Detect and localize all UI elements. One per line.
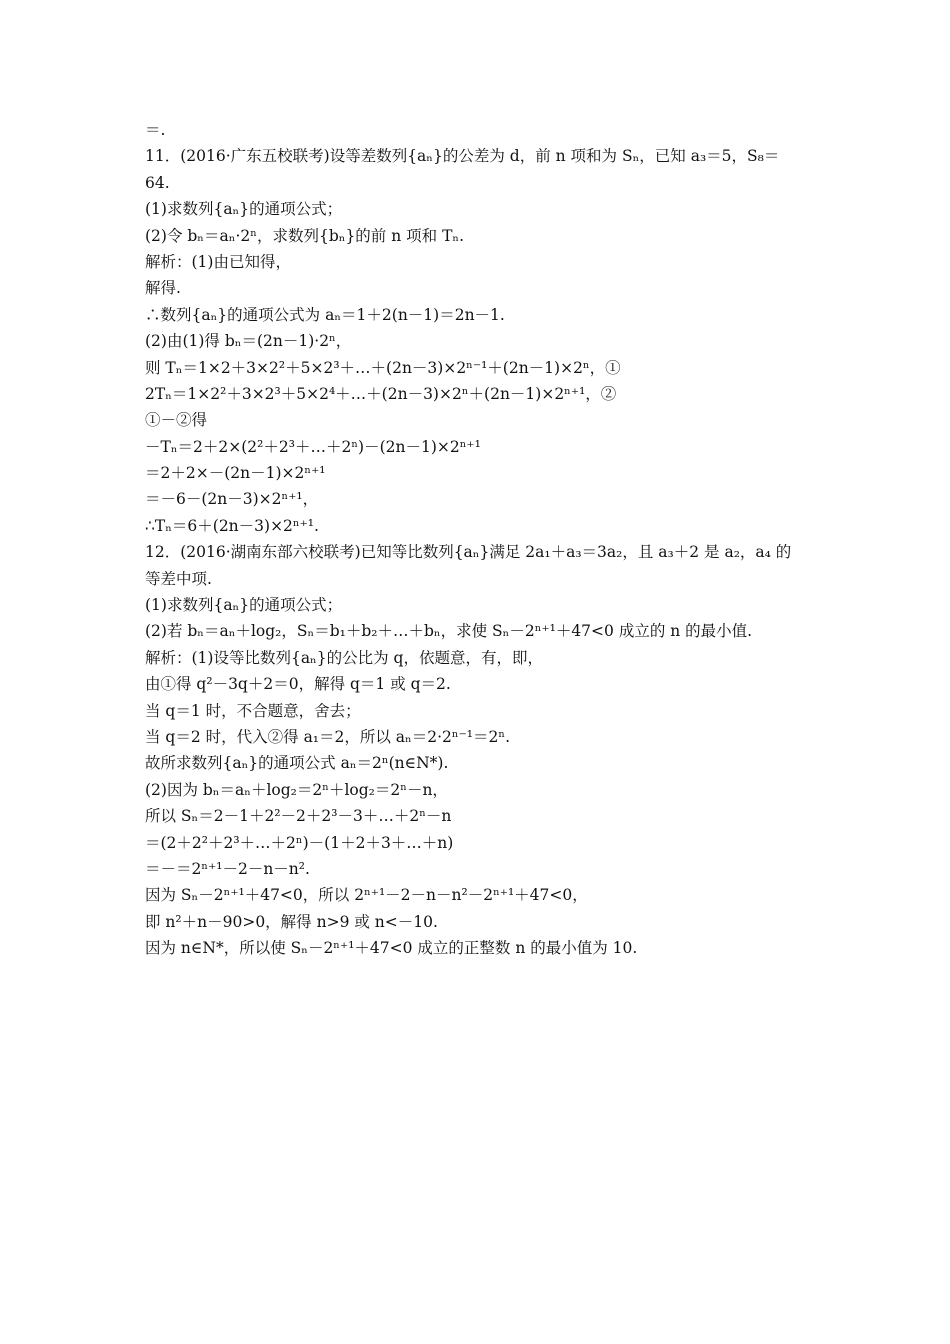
text-line: 当 q＝1 时，不合题意，舍去；	[145, 701, 361, 720]
equation-line: 2Tₙ＝1×2²＋3×2³＋5×2⁴＋…＋(2n－3)×2ⁿ＋(2n－1)×2ⁿ⁺¹，②	[145, 384, 617, 403]
equation-line: ＝(2＋2²＋2³＋…＋2ⁿ)－(1＋2＋3＋…＋n)	[145, 833, 454, 852]
equation-line: 则 Tₙ＝1×2＋3×2²＋5×2³＋…＋(2n－3)×2ⁿ⁻¹＋(2n－1)×2ⁿ，①	[145, 358, 621, 377]
text-line: (2)因为 bₙ＝aₙ＋log₂＝2ⁿ＋log₂＝2ⁿ－n，	[145, 780, 448, 799]
equation-line: ∴Tₙ＝6＋(2n－3)×2ⁿ⁺¹.	[145, 516, 319, 535]
problem-12-part-2: (2)若 bₙ＝aₙ＋log₂，Sₙ＝b₁＋b₂＋…＋bₙ，求使 Sₙ－2ⁿ⁺¹＋47<0 成立的 n 的最小值.	[145, 622, 753, 641]
text-line: ∴数列{aₙ}的通项公式为 aₙ＝1＋2(n－1)＝2n－1.	[145, 305, 505, 324]
text-line: ①－②得	[145, 411, 208, 430]
problem-11-part-2: (2)令 bₙ＝aₙ·2ⁿ，求数列{bₙ}的前 n 项和 Tₙ.	[145, 226, 465, 245]
problem-11-part-1: (1)求数列{aₙ}的通项公式；	[145, 200, 343, 219]
text-line: 因为 Sₙ－2ⁿ⁺¹＋47<0，所以 2ⁿ⁺¹－2－n－n²－2ⁿ⁺¹＋47<0，	[145, 886, 588, 905]
problem-12-part-1: (1)求数列{aₙ}的通项公式；	[145, 596, 343, 615]
text-line: 即 n²＋n－90>0，解得 n>9 或 n<－10.	[145, 912, 438, 931]
equation-line: ＝－6－(2n－3)×2ⁿ⁺¹，	[145, 490, 319, 509]
problem-12-heading: 12．(2016·湖南东部六校联考)已知等比数列{aₙ}满足 2a₁＋a₃＝3a₂，且 a₃＋2 是 a₂，a₄ 的	[145, 543, 792, 562]
equation-line: ＝－＝2ⁿ⁺¹－2－n－n².	[145, 859, 310, 878]
text-line: 64.	[145, 173, 170, 192]
text-line: 当 q＝2 时，代入②得 a₁＝2，所以 aₙ＝2·2ⁿ⁻¹＝2ⁿ.	[145, 727, 511, 746]
document-body	[145, 117, 815, 962]
text-line: ＝.	[145, 121, 166, 139]
text-line: 故所求数列{aₙ}的通项公式 aₙ＝2ⁿ(n∈N*).	[145, 754, 449, 773]
equation-line: ＝2＋2×－(2n－1)×2ⁿ⁺¹	[145, 464, 326, 483]
solution-label: 解析：(1)由已知得，	[145, 252, 291, 271]
text-line: 解得.	[145, 279, 181, 298]
equation-line: 所以 Sₙ＝2－1＋2²－2＋2³－3＋…＋2ⁿ－n	[145, 807, 452, 826]
text-line: 等差中项.	[145, 569, 212, 588]
text-line: 由①得 q²－3q＋2＝0，解得 q＝1 或 q＝2.	[145, 675, 451, 694]
text-line: (2)由(1)得 bₙ＝(2n－1)·2ⁿ，	[145, 332, 352, 351]
equation-line: －Tₙ＝2＋2×(2²＋2³＋…＋2ⁿ)－(2n－1)×2ⁿ⁺¹	[145, 437, 481, 456]
solution-label: 解析：(1)设等比数列{aₙ}的公比为 q，依题意，有，即，	[145, 648, 543, 667]
text-line: 因为 n∈N*，所以使 Sₙ－2ⁿ⁺¹＋47<0 成立的正整数 n 的最小值为 10.	[145, 939, 638, 958]
problem-11-heading: 11．(2016·广东五校联考)设等差数列{aₙ}的公差为 d，前 n 项和为 Sₙ，已知 a₃＝5，S₈＝	[145, 147, 780, 166]
